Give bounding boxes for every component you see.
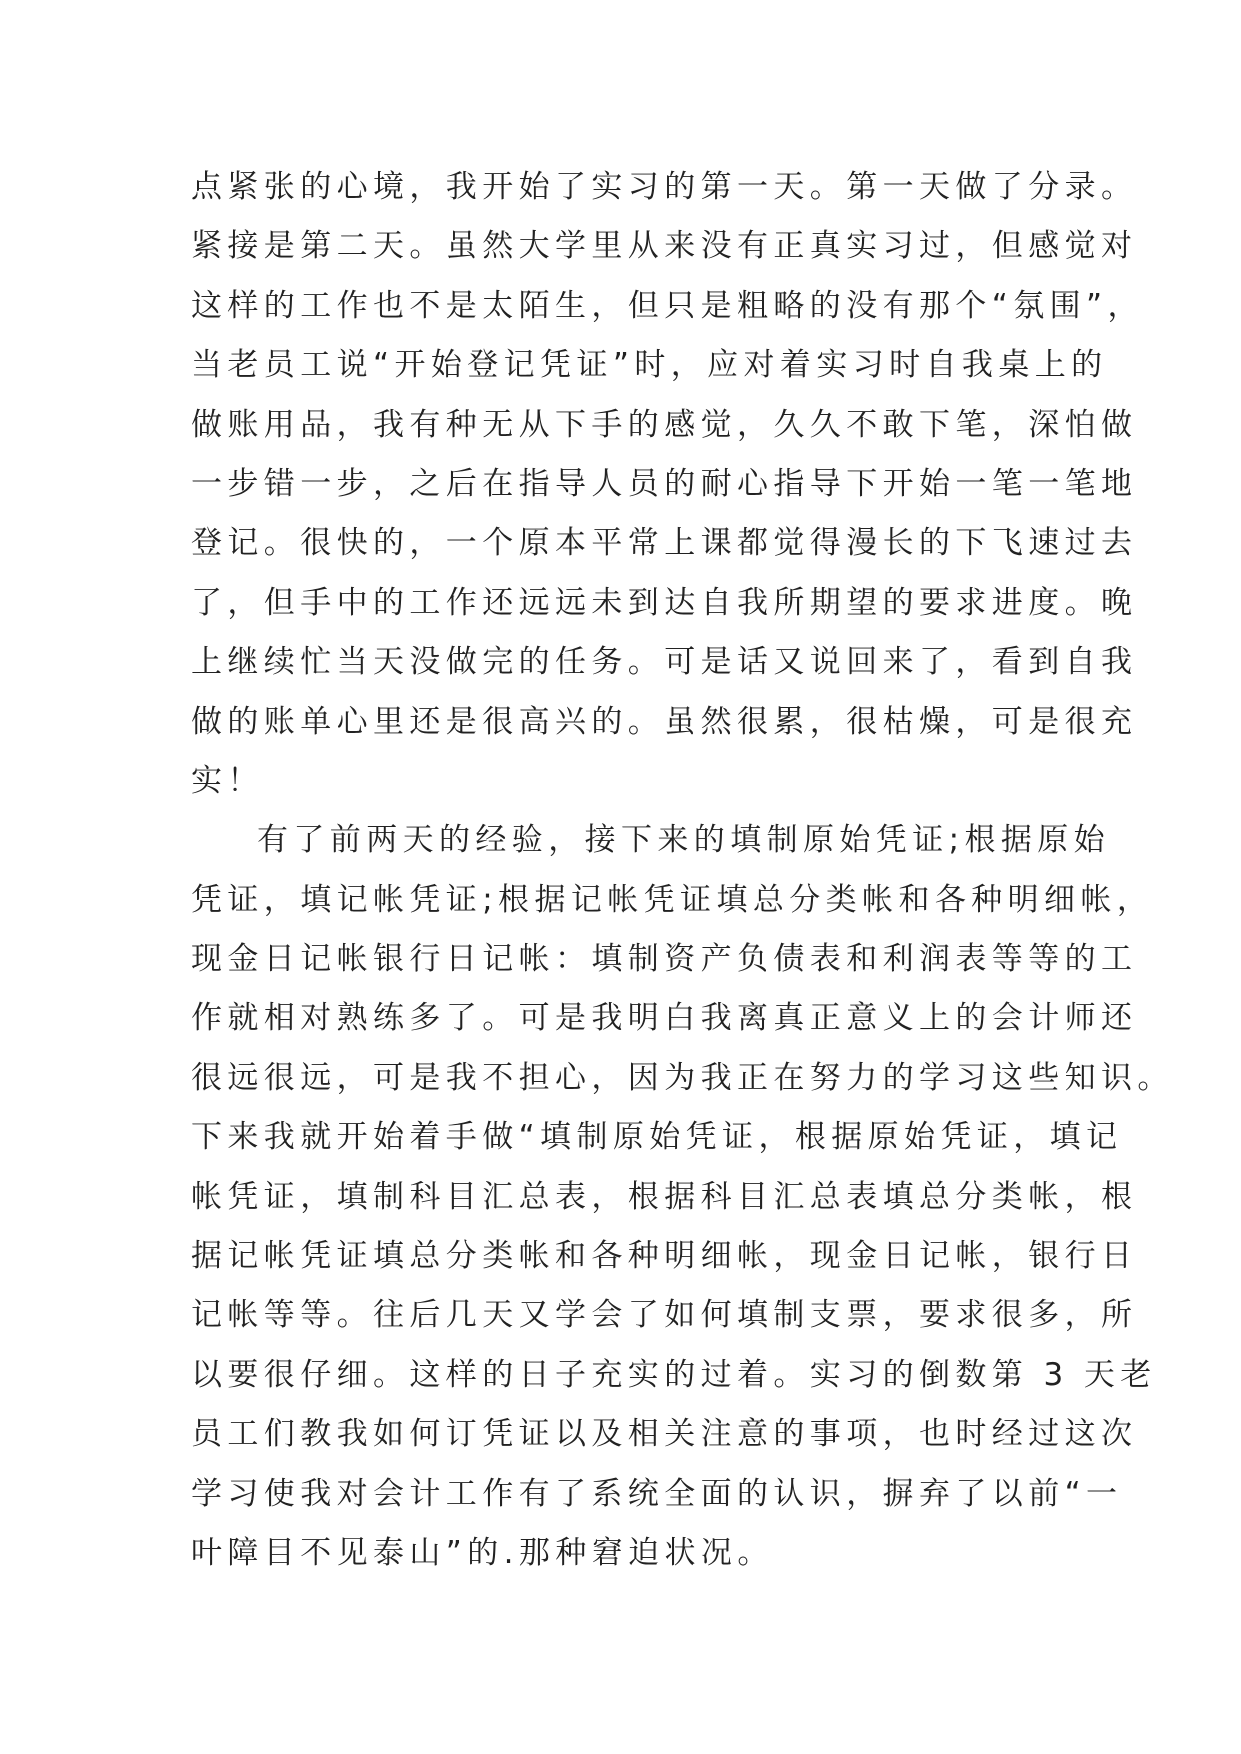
text-line: 紧接是第二天。虽然大学里从来没有正真实习过，但感觉对 [191,228,1138,265]
text-line: 叶障目不见泰山”的.那种窘迫状况。 [191,1534,774,1571]
text-line: 做的账单心里还是很高兴的。虽然很累，很枯燥，可是很充 [191,703,1138,740]
text-line: 作就相对熟练多了。可是我明白我离真正意义上的会计师还 [191,1000,1138,1037]
body-text [191,158,1174,1583]
text-line: 登记。很快的，一个原本平常上课都觉得漫长的下飞速过去 [191,525,1138,562]
text-line: 实！ [191,762,264,799]
text-line: 凭证，填记帐凭证;根据记帐凭证填总分类帐和各种明细帐， [191,881,1154,918]
text-line: 做账用品，我有种无从下手的感觉，久久不敢下笔，深怕做 [191,406,1138,443]
paragraph-start-line: 有了前两天的经验，接下来的填制原始凭证;根据原始 [257,822,1111,859]
text-line: 这样的工作也不是太陌生，但只是粗略的没有那个“氛围”， [191,287,1144,324]
text-line: 上继续忙当天没做完的任务。可是话又说回来了，看到自我 [191,644,1138,681]
text-line: 记帐等等。往后几天又学会了如何填制支票，要求很多，所 [191,1297,1138,1334]
text-line: 当老员工说“开始登记凭证”时，应对着实习时自我桌上的 [191,347,1108,384]
text-line: 学习使我对会计工作有了系统全面的认识，摒弃了以前“一 [191,1475,1123,1512]
text-line: 员工们教我如何订凭证以及相关注意的事项，也时经过这次 [191,1416,1138,1453]
text-line: 现金日记帐银行日记帐：填制资产负债表和利润表等等的工 [191,941,1138,978]
text-line: 点紧张的心境，我开始了实习的第一天。第一天做了分录。 [191,169,1138,205]
text-line: 帐凭证，填制科目汇总表，根据科目汇总表填总分类帐，根 [191,1178,1138,1215]
text-line: 以要很仔细。这样的日子充实的过着。实习的倒数第 3 天老 [191,1356,1157,1393]
text-line: 了，但手中的工作还远远未到达自我所期望的要求进度。晚 [191,584,1138,621]
text-line: 据记帐凭证填总分类帐和各种明细帐，现金日记帐，银行日 [191,1238,1138,1275]
text-line: 一步错一步，之后在指导人员的耐心指导下开始一笔一笔地 [191,465,1138,502]
text-line: 很远很远，可是我不担心，因为我正在努力的学习这些知识。 [191,1059,1174,1096]
text-line: 下来我就开始着手做“填制原始凭证，根据原始凭证，填记 [191,1119,1123,1156]
